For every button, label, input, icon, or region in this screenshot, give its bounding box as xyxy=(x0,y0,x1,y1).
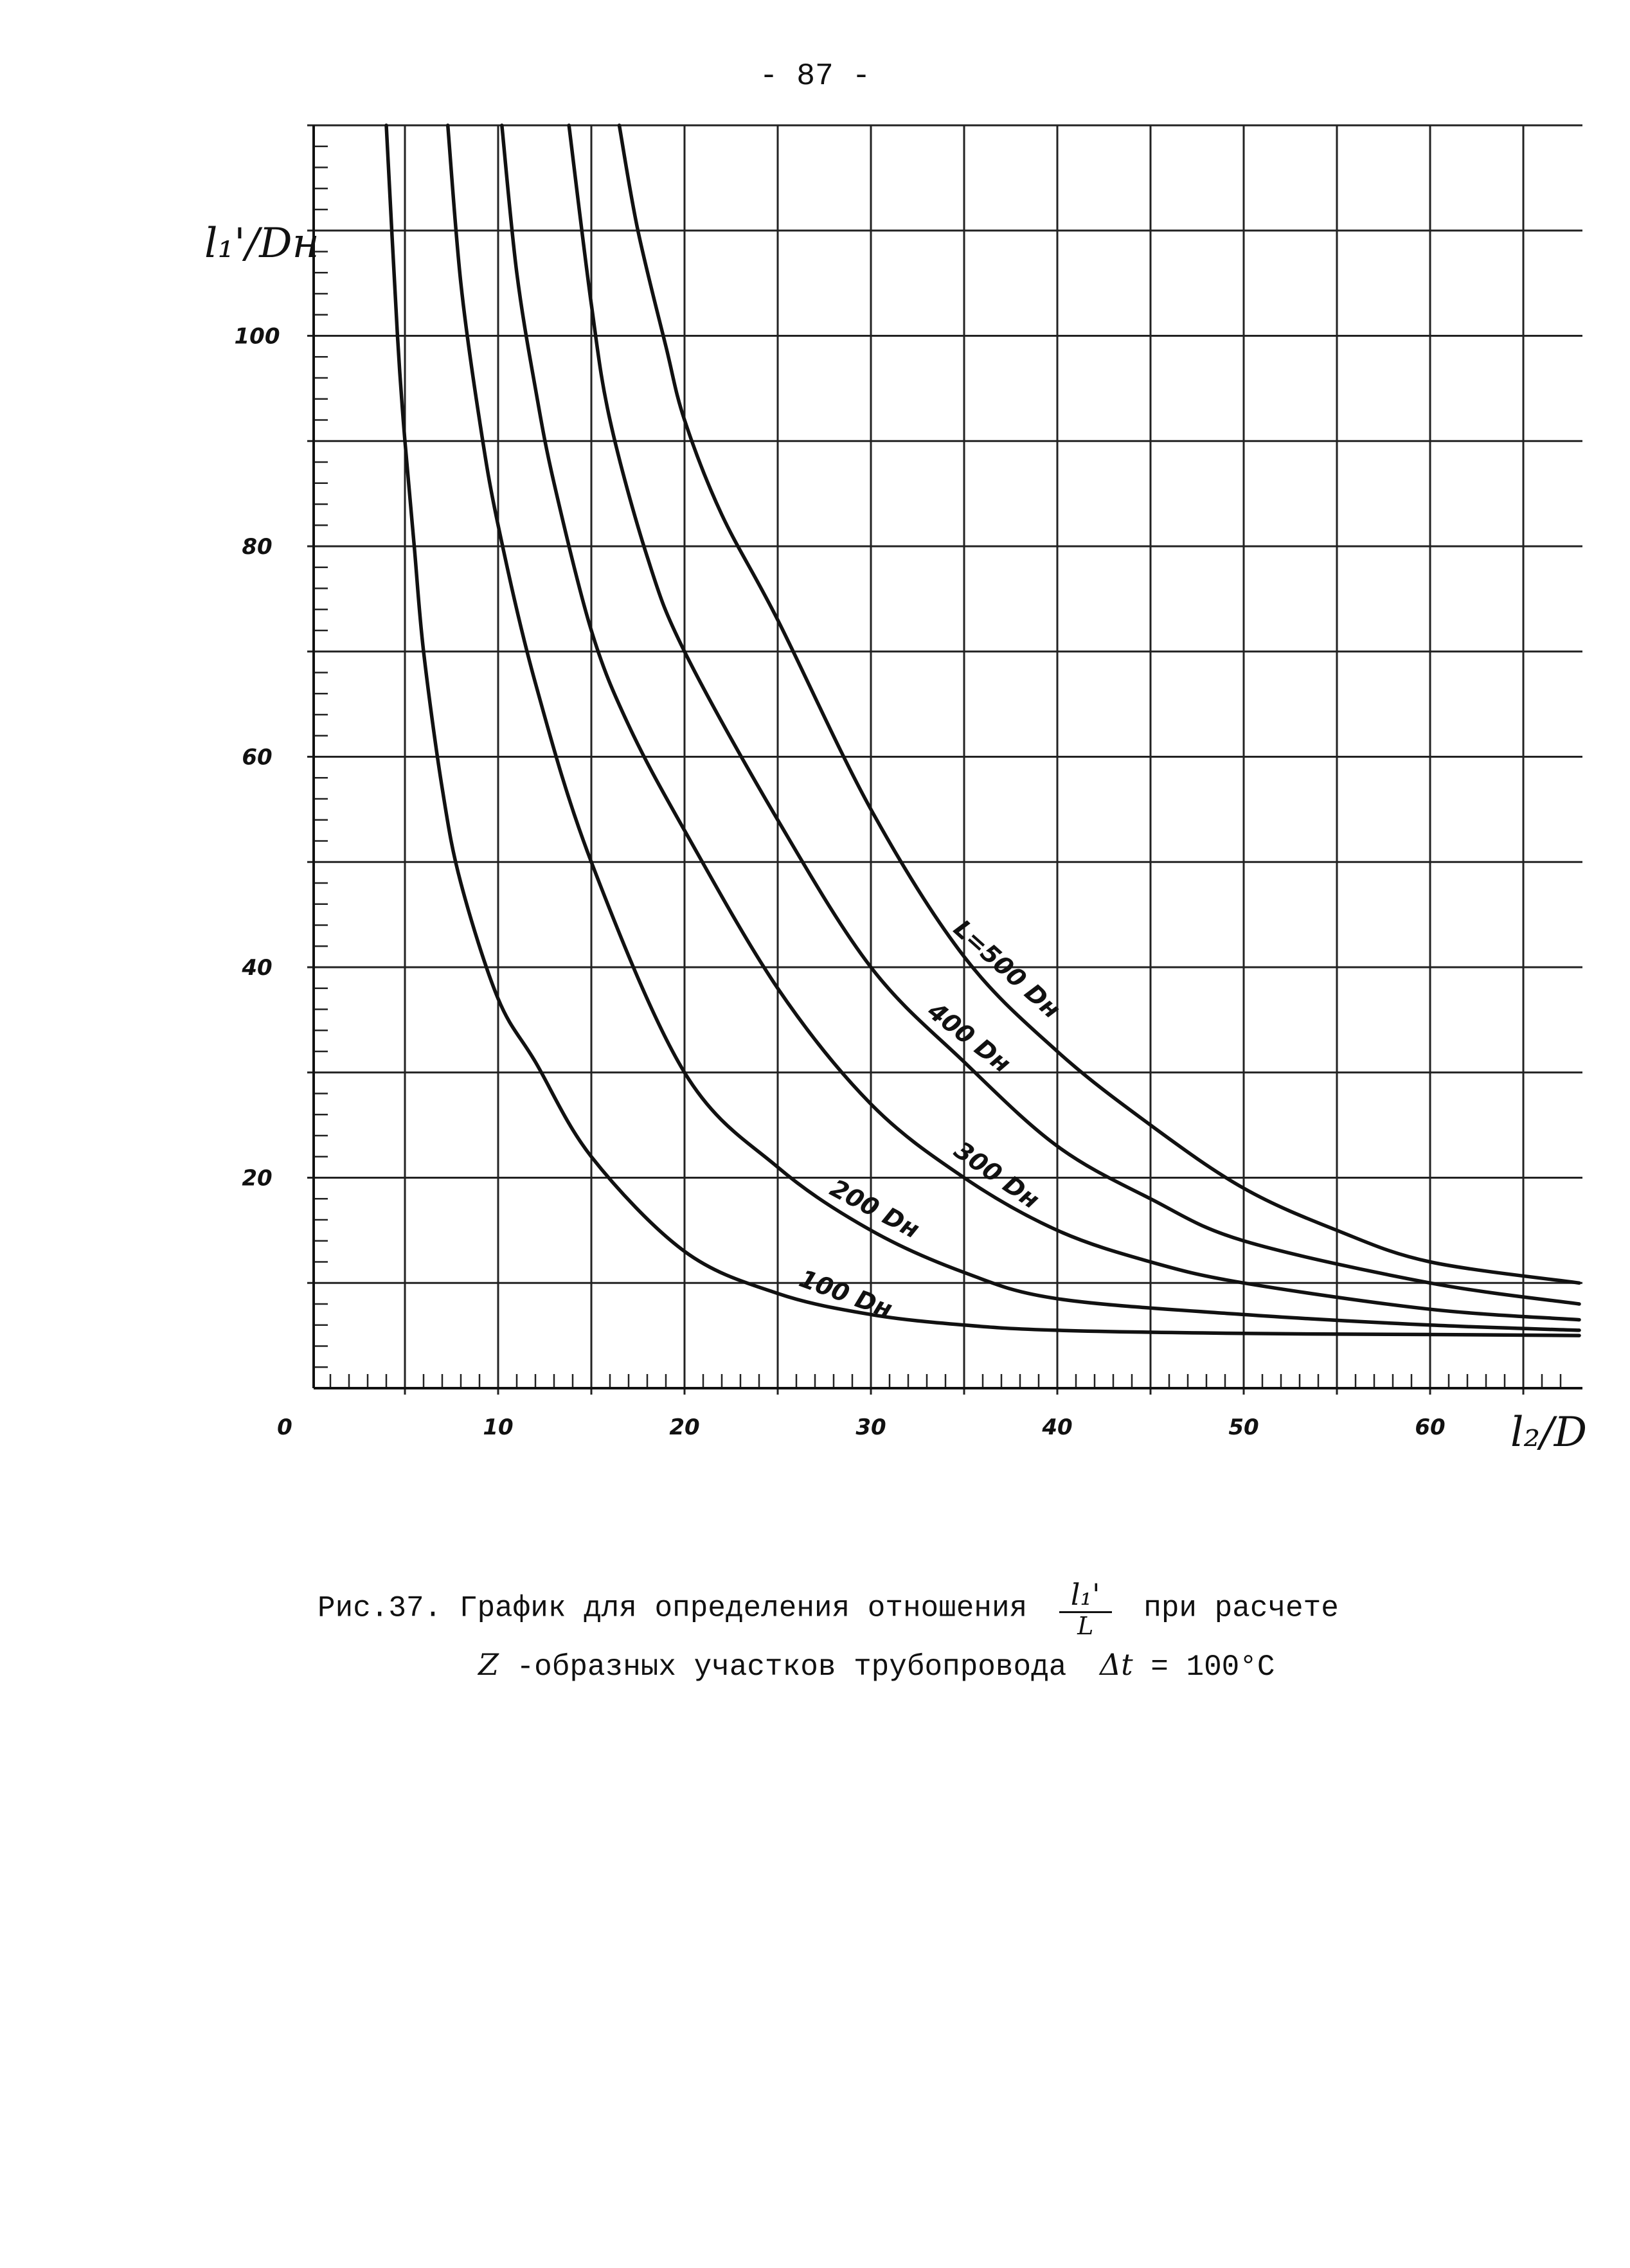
y-tick-label: 40 xyxy=(242,955,273,981)
series-4-label: 400 Dн xyxy=(922,996,1016,1078)
x-tick-label: 20 xyxy=(669,1415,700,1440)
minor-ticks xyxy=(314,147,1561,1388)
caption-delta-t: Δt xyxy=(1099,1647,1133,1682)
caption-fraction-denominator: L xyxy=(1077,1612,1094,1640)
x-tick-label: 10 xyxy=(483,1415,514,1440)
caption-fraction xyxy=(1059,1578,1112,1639)
y-tick-label: 80 xyxy=(242,534,273,560)
caption-fraction-numerator: l₁' xyxy=(1059,1578,1112,1613)
y-tick-label: 100 xyxy=(234,323,280,350)
caption-line-2-text: -образных участков трубопровода xyxy=(516,1650,1067,1684)
y-axis-title: l₁'/Dн xyxy=(204,220,319,267)
series-1-label: 100 Dн xyxy=(795,1263,897,1324)
caption-line-2 xyxy=(318,1639,1539,1693)
series-3-curve xyxy=(502,125,1579,1320)
series-5-label: L=500 Dн xyxy=(948,914,1066,1024)
series-2-label: 200 Dн xyxy=(825,1174,924,1244)
x-tick-label: 40 xyxy=(1042,1415,1073,1440)
y-tick-label: 60 xyxy=(242,744,273,771)
caption-z-symbol: Z xyxy=(478,1647,499,1682)
figure-caption xyxy=(318,1578,1539,1693)
caption-suffix: при расчете xyxy=(1143,1591,1339,1625)
x-tick-label: 50 xyxy=(1228,1415,1259,1440)
x-axis-title: l₂/D xyxy=(1510,1409,1587,1456)
series-2-curve xyxy=(448,125,1579,1330)
series-4-curve xyxy=(569,125,1579,1304)
caption-line-1 xyxy=(318,1578,1539,1639)
grid-lines xyxy=(307,125,1582,1395)
caption-delta-value: = 100°C xyxy=(1151,1650,1275,1684)
x-tick-label: 60 xyxy=(1415,1415,1446,1440)
x-tick-label: 0 xyxy=(277,1415,292,1440)
tick-labels xyxy=(235,324,1446,1441)
page-number: - 87 - xyxy=(759,59,871,94)
caption-prefix: Рис.37. График для определения отношения xyxy=(318,1591,1028,1625)
x-tick-label: 30 xyxy=(855,1415,886,1440)
series-3-label: 300 Dн xyxy=(949,1136,1045,1215)
y-tick-label: 20 xyxy=(242,1165,273,1192)
series-5-curve xyxy=(620,125,1580,1283)
